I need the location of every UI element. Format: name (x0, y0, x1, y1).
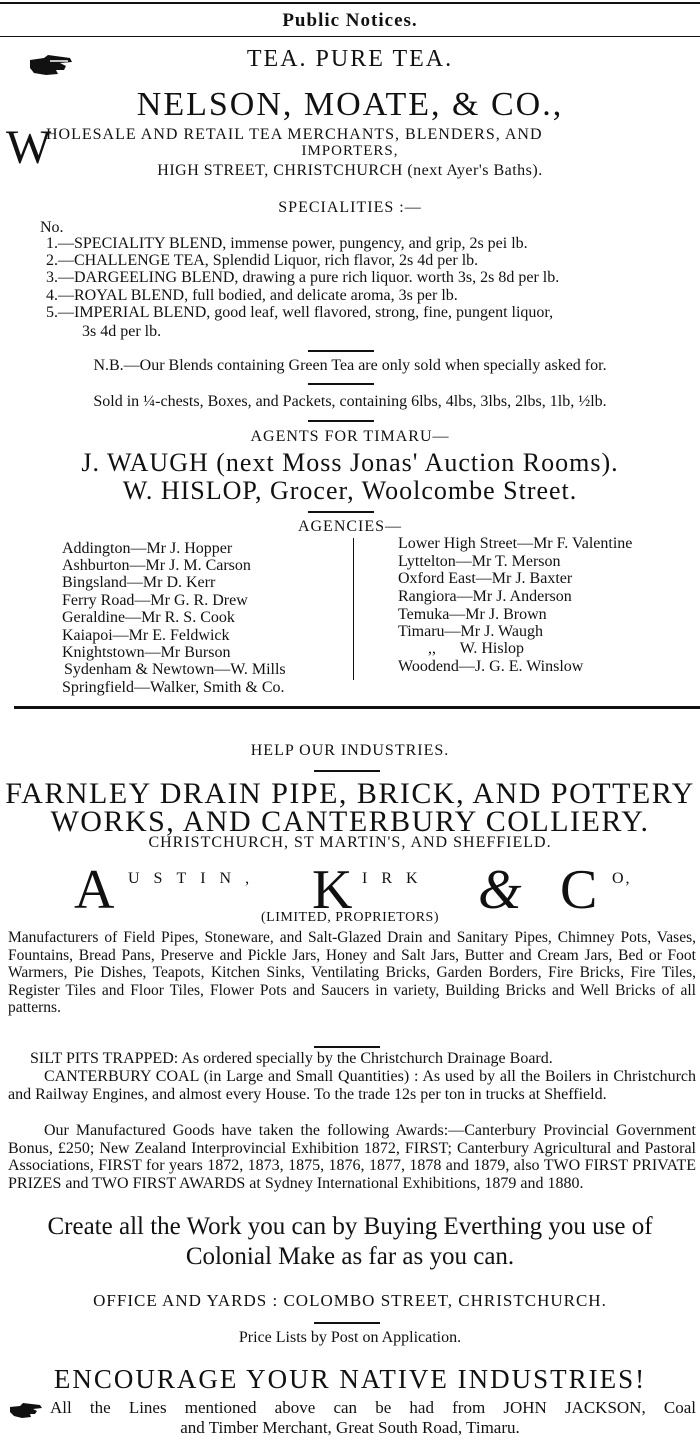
divider (308, 511, 374, 513)
jackson-line1: All the Lines mentioned above can be had from JOHN JACKSON, Coal (50, 1398, 696, 1417)
limited-proprietors: (LIMITED, PROPRIETORS) (261, 910, 439, 925)
top-rule (0, 2, 700, 4)
price-lists: Price Lists by Post on Application. (238, 1329, 462, 1346)
divider (308, 383, 374, 385)
agency-right: Timaru—Mr J. Waugh (398, 623, 543, 640)
divider (314, 770, 380, 772)
create-work-line2: Colonial Make as far as you can. (185, 1243, 515, 1270)
tea-item-3: 3.—DARGEELING BLEND, drawing a pure rich liquor. worth 3s, 2s 8d per lb. (46, 269, 560, 286)
agency-left: Ashburton—Mr J. M. Carson (62, 557, 251, 574)
austin-rest: USTIN, (128, 870, 264, 887)
drop-cap: W (6, 121, 52, 174)
manufacturers-text: Manufacturers of Field Pipes, Stoneware, and Salt-Glazed Drain and Sanitary Pipes, Chimney Pots, Vases, Fountains, Bread Pans, Preserve and Pickle Jars, Honey and Salt Jars, Butter and Cream Jars, Bed or Foot Warmers, Pie Dishes, Teapots, Kitchen Sinks, Ventilating Bricks, Garden Borders, Fire Bricks, Fire Tiles, Register Tiles and Floor Tiles, Flower Pots and Saucers in variety, Building Bricks and Well Bricks of all patterns. (8, 929, 696, 1017)
ampersand: & (478, 859, 522, 921)
canterbury-coal: CANTERBURY COAL (in Large and Small Quantities) : As used by all the Boilers in Christchurch and Railway Engines, and almost every House. To the trade 12s per ton in trucks at Sheffield. (8, 1068, 696, 1103)
silt-pits: SILT PITS TRAPPED: As ordered specially by the Christchurch Drainage Board. (30, 1050, 553, 1067)
help-industries: HELP OUR INDUSTRIES. (250, 742, 450, 759)
firm-address: HIGH STREET, CHRISTCHURCH (next Ayer's Baths). (157, 162, 543, 179)
tea-item-2: 2.—CHALLENGE TEA, Splendid Liquor, rich flavor, 2s 4d per lb. (46, 252, 479, 269)
co-rest: O, (612, 870, 632, 887)
austin-initial: A (74, 859, 115, 921)
section-title: Public Notices. (282, 10, 418, 31)
agents-heading: AGENTS FOR TIMARU— (250, 428, 450, 445)
specialities-heading: SPECIALITIES :— (278, 199, 422, 216)
divider (308, 420, 374, 422)
header-rule (0, 36, 700, 37)
agency-right: Lower High Street—Mr F. Valentine (398, 535, 633, 552)
agent-waugh: J. WAUGH (next Moss Jonas' Auction Rooms). (81, 448, 619, 477)
tea-headline: TEA. PURE TEA. (246, 46, 454, 72)
agency-right: Lyttelton—Mr T. Merson (398, 553, 561, 570)
kirk-rest: IRK (362, 870, 432, 887)
agency-left: Addington—Mr J. Hopper (62, 540, 233, 557)
agency-left: Bingsland—Mr D. Kerr (62, 574, 216, 591)
agency-left: Kaiapoi—Mr E. Feldwick (62, 627, 230, 644)
firm-description-line1: HOLESALE AND RETAIL TEA MERCHANTS, BLENDERS, AND (46, 126, 543, 143)
jackson-line2: and Timber Merchant, Great South Road, Timaru. (180, 1418, 520, 1437)
create-work-line1: Create all the Work you can by Buying Everthing you use of (47, 1213, 653, 1240)
divider (314, 1322, 380, 1324)
firm-name: NELSON, MOATE, & CO., (136, 86, 564, 123)
agency-right: ,, W. Hislop (428, 640, 525, 657)
pointing-hand-icon (8, 1401, 44, 1419)
agency-right: Temuka—Mr J. Brown (398, 606, 547, 623)
tea-item-5-price: 3s 4d per lb. (82, 323, 162, 340)
agency-left: Springfield—Walker, Smith & Co. (62, 679, 285, 696)
agency-right: Woodend—J. G. E. Winslow (398, 658, 584, 675)
ad-separator (14, 706, 700, 709)
co-initial: C (560, 859, 598, 921)
farnley-title-line2: WORKS, AND CANTERBURY COLLIERY. (50, 805, 650, 838)
divider (308, 350, 374, 352)
agent-hislop: W. HISLOP, Grocer, Woolcombe Street. (122, 476, 578, 505)
firm-description-line2: IMPORTERS, (301, 143, 399, 159)
awards-text: Our Manufactured Goods have taken the following Awards:—Canterbury Provincial Government Bonus, £250; New Zealand Interprovincial Exhibition 1872, FIRST; Canterbury Agricultural and Pastoral Associations, FIRST for years 1872, 1873, 1875, 1876, 1877, 1878 and 1879, also TWO FIRST PRIVATE PRIZES and TWO FIRST AWARDS at Sydney International Exhibitions, 1879 and 1880. (8, 1122, 696, 1192)
nb-notice: N.B.—Our Blends containing Green Tea are only sold when specially asked for. (93, 357, 607, 374)
no-label: No. (40, 219, 64, 236)
farnley-title-line1: FARNLEY DRAIN PIPE, BRICK, AND POTTERY (5, 777, 695, 810)
tea-item-5: 5.—IMPERIAL BLEND, good leaf, well flavored, strong, fine, pungent liquor, (46, 304, 554, 321)
column-divider (353, 538, 354, 680)
agency-right: Rangiora—Mr J. Anderson (398, 588, 572, 605)
office-yards: OFFICE AND YARDS : COLOMBO STREET, CHRISTCHURCH. (93, 1291, 607, 1310)
agencies-heading: AGENCIES— (297, 518, 403, 535)
divider (314, 1046, 380, 1048)
sold-in-notice: Sold in ¼-chests, Boxes, and Packets, containing 6lbs, 4lbs, 3lbs, 2lbs, 1lb, ½lb. (93, 393, 607, 410)
agency-left: Knightstown—Mr Burson (62, 644, 231, 661)
native-industries: ENCOURAGE YOUR NATIVE INDUSTRIES! (53, 1364, 647, 1394)
works-locations: CHRISTCHURCH, ST MARTIN'S, AND SHEFFIELD. (148, 834, 552, 851)
agency-left: Geraldine—Mr R. S. Cook (62, 609, 235, 626)
agency-left: Sydenham & Newtown—W. Mills (64, 661, 286, 678)
kirk-initial: K (312, 859, 353, 921)
tea-item-1: 1.—SPECIALITY BLEND, immense power, pungency, and grip, 2s pei lb. (46, 235, 528, 252)
agency-right: Oxford East—Mr J. Baxter (398, 570, 573, 587)
tea-item-4: 4.—ROYAL BLEND, full bodied, and delicate aroma, 3s per lb. (46, 287, 458, 304)
agency-left: Ferry Road—Mr G. R. Drew (62, 592, 248, 609)
